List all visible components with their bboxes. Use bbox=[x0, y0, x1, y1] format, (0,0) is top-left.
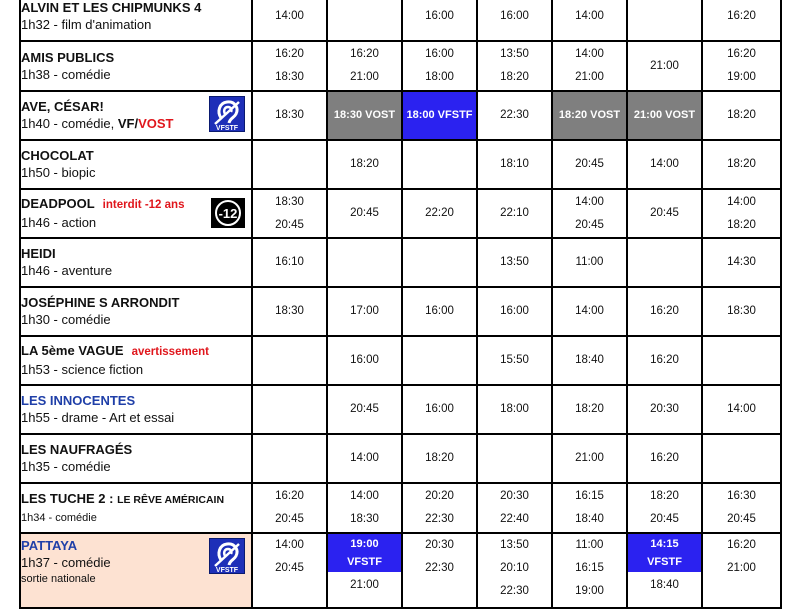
showtime-cell bbox=[477, 483, 552, 533]
age-restriction-12-icon bbox=[211, 198, 245, 228]
showtime-cell bbox=[402, 41, 477, 91]
film-title: CHOCOLAT bbox=[21, 148, 94, 163]
showtime: 21:00 bbox=[650, 59, 679, 72]
showtime-cell bbox=[627, 0, 702, 41]
showtime: 20:45 bbox=[727, 513, 756, 525]
showtime-cell bbox=[627, 336, 702, 385]
showtime: 16:15 bbox=[575, 490, 604, 502]
schedule-table bbox=[19, 0, 782, 609]
vf-label: VF bbox=[117, 116, 135, 131]
showtime: 20:45 bbox=[575, 158, 604, 170]
vost-label: VOST bbox=[138, 116, 174, 131]
showtime: 20:10 bbox=[500, 562, 529, 574]
film-cell bbox=[20, 533, 252, 608]
showtime: 18:20 bbox=[727, 109, 756, 121]
film-meta: 1h50 - biopic bbox=[21, 165, 96, 180]
film-cell bbox=[20, 483, 252, 533]
table-row bbox=[20, 140, 781, 189]
showtime: 16:00 bbox=[425, 305, 454, 317]
film-meta: 1h55 - drame - Art et essai bbox=[21, 410, 175, 425]
showtime-cell bbox=[477, 0, 552, 41]
showtime-cell bbox=[252, 238, 327, 287]
film-title: LES NAUFRAGÉS bbox=[21, 442, 133, 457]
showtime-cell bbox=[702, 140, 781, 189]
vfstf-hearing-icon bbox=[209, 96, 245, 132]
showtime: 16:20 bbox=[275, 48, 304, 60]
showtime-cell bbox=[402, 434, 477, 483]
showtime-cell bbox=[327, 533, 402, 608]
showtime: 16:00 bbox=[425, 9, 454, 22]
showtime-cell bbox=[627, 483, 702, 533]
showtime-cell bbox=[702, 238, 781, 287]
showtime-cell bbox=[477, 434, 552, 483]
film-title: PATTAYA bbox=[21, 538, 78, 553]
showtime: 17:00 bbox=[350, 305, 379, 317]
showtime: 13:50 bbox=[500, 256, 529, 268]
film-title: HEIDI bbox=[21, 246, 56, 261]
film-cell bbox=[20, 238, 252, 287]
showtime-cell bbox=[327, 336, 402, 385]
showtime-cell bbox=[327, 385, 402, 434]
showtime: 18:00 VFSTF bbox=[406, 109, 473, 121]
showtime-cell bbox=[402, 385, 477, 434]
showtime-cell bbox=[327, 434, 402, 483]
showtime: 18:00 bbox=[425, 71, 454, 83]
showtime-cell bbox=[252, 189, 327, 238]
showtime-cell bbox=[702, 189, 781, 238]
showtime: 13:50 bbox=[500, 48, 529, 60]
showtime: 21:00 bbox=[575, 71, 604, 83]
showtime: 19:00 bbox=[727, 71, 756, 83]
showtime: 16:10 bbox=[275, 256, 304, 268]
showtime: 16:30 bbox=[727, 490, 756, 502]
film-cell bbox=[20, 385, 252, 434]
showtime: 14:00 bbox=[575, 195, 604, 208]
showtime-cell bbox=[252, 41, 327, 91]
showtime-cell bbox=[477, 385, 552, 434]
showtime: 15:50 bbox=[500, 354, 529, 366]
showtime: 11:00 bbox=[575, 256, 604, 268]
showtime-vfstf: 19:00 VFSTF bbox=[328, 534, 401, 572]
film-cell bbox=[20, 434, 252, 483]
showtime-cell bbox=[327, 287, 402, 336]
showtime: 20:20 bbox=[425, 490, 454, 502]
showtime: 16:20 bbox=[350, 48, 379, 60]
showtime: 11:00 bbox=[575, 539, 604, 551]
table-row bbox=[20, 385, 781, 434]
table-row bbox=[20, 189, 781, 238]
showtime-cell bbox=[252, 533, 327, 608]
showtime-cell bbox=[627, 533, 702, 608]
film-cell bbox=[20, 287, 252, 336]
showtime: 20:45 bbox=[575, 218, 604, 231]
table-row bbox=[20, 434, 781, 483]
film-cell bbox=[20, 189, 252, 238]
showtime: 14:00 bbox=[275, 539, 304, 551]
showtime: 18:10 bbox=[500, 158, 529, 170]
showtime: 22:40 bbox=[500, 513, 529, 525]
showtime-cell bbox=[702, 91, 781, 140]
showtime-cell bbox=[252, 385, 327, 434]
showtime: 14:00 bbox=[727, 195, 756, 208]
showtime: 18:20 bbox=[425, 452, 454, 464]
showtime-cell-vfstf bbox=[402, 91, 477, 140]
showtime: 18:20 bbox=[727, 158, 756, 170]
showtime-cell bbox=[477, 91, 552, 140]
showtime: 18:40 bbox=[575, 354, 604, 366]
showtime-cell bbox=[627, 189, 702, 238]
showtime-cell bbox=[627, 238, 702, 287]
showtime: 18:00 bbox=[500, 403, 529, 415]
showtime-cell bbox=[327, 483, 402, 533]
film-title: LES INNOCENTES bbox=[21, 393, 136, 408]
showtime: 21:00 bbox=[350, 71, 379, 83]
showtime-cell bbox=[702, 287, 781, 336]
film-title: JOSÉPHINE S ARRONDIT bbox=[21, 295, 180, 310]
showtime-cell bbox=[402, 336, 477, 385]
film-title-text: LA 5ème VAGUE bbox=[21, 343, 124, 358]
showtime-cell bbox=[477, 41, 552, 91]
badge-text: VFSTF bbox=[215, 567, 239, 574]
showtime-cell bbox=[252, 336, 327, 385]
film-meta: 1h34 - comédie bbox=[21, 511, 97, 524]
showtime: 20:45 bbox=[350, 207, 379, 219]
showtime: 16:00 bbox=[425, 48, 454, 60]
table-row bbox=[20, 238, 781, 287]
showtime-cell bbox=[252, 434, 327, 483]
showtime: 21:00 bbox=[350, 579, 379, 591]
showtime: 16:20 bbox=[275, 490, 304, 502]
showtime: 16:00 bbox=[350, 354, 379, 366]
showtime: 18:20 bbox=[500, 71, 529, 83]
showtime: 16:20 bbox=[727, 9, 756, 22]
showtime: 21:00 bbox=[575, 452, 604, 464]
showtime: 22:30 bbox=[425, 562, 454, 574]
showtime: 20:30 bbox=[500, 490, 529, 502]
showtime: 14:00 bbox=[575, 48, 604, 60]
showtime: 14:00 bbox=[350, 490, 379, 502]
showtime: 16:20 bbox=[727, 48, 756, 60]
showtime: 22:20 bbox=[425, 207, 454, 219]
film-meta-text: 1h40 - comédie, bbox=[21, 116, 118, 131]
film-meta: 1h30 - comédie bbox=[21, 312, 111, 327]
film-title-text: DEADPOOL bbox=[21, 196, 95, 211]
showtime: 14:30 bbox=[727, 256, 756, 268]
showtime-cell bbox=[702, 41, 781, 91]
showtime: 18:30 bbox=[727, 305, 756, 317]
film-meta: 1h38 - comédie bbox=[21, 66, 111, 82]
table-row bbox=[20, 287, 781, 336]
showtime-cell bbox=[252, 140, 327, 189]
showtime-cell bbox=[552, 140, 627, 189]
film-title-subtitle: LE RÊVE AMÉRICAIN bbox=[117, 493, 225, 506]
film-title: AMIS PUBLICS bbox=[21, 49, 115, 65]
showtime: 18:20 bbox=[650, 490, 679, 502]
showtime-cell bbox=[552, 483, 627, 533]
badge-text: VFSTF bbox=[215, 125, 239, 132]
film-cell bbox=[20, 91, 252, 140]
showtime-cell-vost bbox=[552, 91, 627, 140]
table-row bbox=[20, 0, 781, 41]
film-title: ALVIN ET LES CHIPMUNKS 4 bbox=[21, 0, 202, 15]
showtime: 20:45 bbox=[650, 513, 679, 525]
showtime-cell bbox=[552, 434, 627, 483]
showtime: 21:00 bbox=[727, 562, 756, 574]
showtime: 21:00 VOST bbox=[633, 109, 696, 121]
showtime-cell bbox=[552, 533, 627, 608]
showtime: 14:00 bbox=[650, 158, 679, 170]
showtime: 18:30 bbox=[350, 513, 379, 525]
showtime-cell bbox=[252, 91, 327, 140]
table-row bbox=[20, 533, 781, 608]
showtime: 16:00 bbox=[425, 403, 454, 415]
showtime-cell bbox=[252, 483, 327, 533]
film-title bbox=[21, 342, 251, 361]
showtime-cell bbox=[402, 287, 477, 336]
showtime: 22:30 bbox=[425, 513, 454, 525]
showtime: 22:30 bbox=[500, 585, 529, 597]
showtime-cell-vost bbox=[327, 91, 402, 140]
showtime-cell bbox=[252, 287, 327, 336]
showtime-cell bbox=[327, 140, 402, 189]
showtime: 16:20 bbox=[727, 539, 756, 551]
showtime: 18:30 bbox=[275, 71, 304, 83]
showtime: 18:20 VOST bbox=[558, 109, 621, 121]
film-cell bbox=[20, 0, 252, 41]
showtime-cell bbox=[552, 336, 627, 385]
showtime: 22:30 bbox=[500, 109, 529, 121]
showtime: 20:45 bbox=[275, 562, 304, 574]
showtime-cell bbox=[477, 238, 552, 287]
showtime: 20:30 bbox=[425, 539, 454, 551]
table-row bbox=[20, 41, 781, 91]
showtime: 20:45 bbox=[350, 403, 379, 415]
table-row bbox=[20, 336, 781, 385]
warning-note: avertissement bbox=[131, 346, 209, 358]
showtime: 19:00 bbox=[575, 585, 604, 597]
film-cell bbox=[20, 41, 252, 91]
film-meta: 1h32 - film d'animation bbox=[21, 16, 152, 32]
showtime-cell bbox=[702, 336, 781, 385]
showtime-cell bbox=[402, 483, 477, 533]
showtime: 18:40 bbox=[575, 513, 604, 525]
showtime-cell bbox=[327, 41, 402, 91]
showtime-cell bbox=[627, 385, 702, 434]
showtime-cell bbox=[627, 41, 702, 91]
showtime: 18:20 bbox=[727, 218, 756, 231]
showtime-cell bbox=[702, 533, 781, 608]
showtime-cell bbox=[327, 189, 402, 238]
showtime: 18:20 bbox=[575, 403, 604, 415]
showtime: 18:30 bbox=[275, 305, 304, 317]
table-row bbox=[20, 91, 781, 140]
showtime: 18:30 bbox=[275, 195, 304, 208]
showtime: 14:00 bbox=[350, 452, 379, 464]
showtime: 20:45 bbox=[650, 207, 679, 219]
showtime: 16:00 bbox=[500, 9, 529, 22]
showtime-cell bbox=[627, 140, 702, 189]
showtime-cell bbox=[477, 533, 552, 608]
showtime-cell bbox=[552, 0, 627, 41]
film-meta: 1h53 - science fiction bbox=[21, 362, 144, 377]
film-title bbox=[21, 490, 251, 509]
showtime-cell bbox=[477, 189, 552, 238]
showtime-vfstf: 14:15 VFSTF bbox=[628, 534, 701, 572]
film-meta: 1h37 - comédie bbox=[21, 555, 111, 570]
showtime: 18:30 VOST bbox=[333, 109, 396, 121]
showtime: 20:45 bbox=[275, 218, 304, 231]
showtime-cell bbox=[552, 385, 627, 434]
showtime: 14:00 bbox=[575, 9, 604, 22]
showtime: 22:10 bbox=[500, 207, 529, 219]
release-note: sortie nationale bbox=[21, 573, 96, 585]
showtime: 16:20 bbox=[650, 354, 679, 366]
version-separator: / bbox=[134, 116, 139, 131]
showtime-cell bbox=[252, 0, 327, 41]
showtime-cell bbox=[327, 238, 402, 287]
showtime-cell bbox=[402, 238, 477, 287]
showtime: 16:20 bbox=[650, 305, 679, 317]
film-cell bbox=[20, 140, 252, 189]
showtime: 14:00 bbox=[575, 305, 604, 317]
film-meta: 1h35 - comédie bbox=[21, 459, 111, 474]
showtime-cell bbox=[402, 189, 477, 238]
showtime-cell bbox=[552, 238, 627, 287]
showtime-cell bbox=[702, 0, 781, 41]
showtime-cell bbox=[402, 0, 477, 41]
showtime: 16:15 bbox=[575, 562, 604, 574]
badge-text: -12 bbox=[218, 206, 238, 221]
film-meta: 1h46 - action bbox=[21, 215, 97, 230]
showtime-cell bbox=[552, 41, 627, 91]
film-cell bbox=[20, 336, 252, 385]
showtime: 14:00 bbox=[275, 9, 304, 22]
showtime-cell bbox=[477, 287, 552, 336]
showtime-cell bbox=[702, 385, 781, 434]
showtime-cell bbox=[402, 140, 477, 189]
showtime-cell bbox=[552, 189, 627, 238]
showtime: 13:50 bbox=[500, 539, 529, 551]
vfstf-hearing-icon bbox=[209, 538, 245, 574]
showtime-cell bbox=[627, 287, 702, 336]
showtime-cell bbox=[402, 533, 477, 608]
rating-note: interdit -12 ans bbox=[102, 199, 185, 211]
showtime: 14:00 bbox=[727, 403, 756, 415]
showtime-cell bbox=[627, 434, 702, 483]
showtime-cell bbox=[477, 140, 552, 189]
showtime-cell bbox=[327, 0, 402, 41]
showtime: 18:20 bbox=[350, 158, 379, 170]
showtime: 16:00 bbox=[500, 305, 529, 317]
showtime: 20:45 bbox=[275, 513, 304, 525]
film-title-main: LES TUCHE 2 : bbox=[21, 490, 118, 506]
showtime: 18:30 bbox=[275, 109, 304, 121]
showtime-cell bbox=[702, 434, 781, 483]
film-title: AVE, CÉSAR! bbox=[21, 99, 104, 114]
showtime: 18:40 bbox=[650, 579, 679, 591]
film-meta: 1h46 - aventure bbox=[21, 263, 113, 278]
showtime-cell bbox=[702, 483, 781, 533]
showtime: 16:20 bbox=[650, 452, 679, 464]
showtime-cell-vost bbox=[627, 91, 702, 140]
showtime-cell bbox=[552, 287, 627, 336]
table-row bbox=[20, 483, 781, 533]
showtime-cell bbox=[477, 336, 552, 385]
showtime: 20:30 bbox=[650, 403, 679, 415]
